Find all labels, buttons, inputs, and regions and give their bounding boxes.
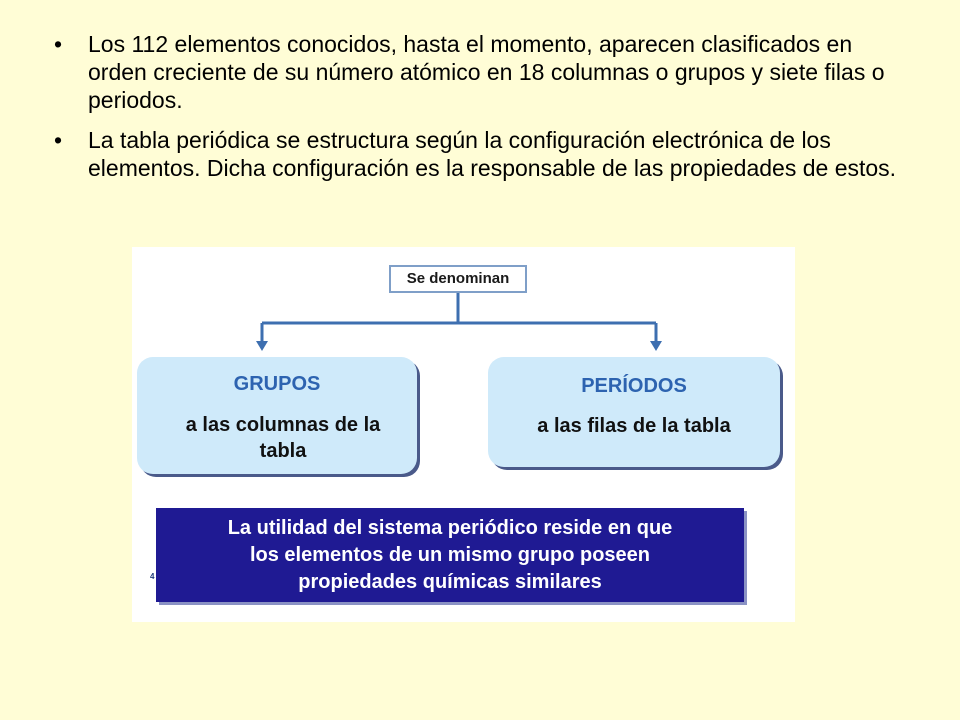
bullet-text-1: Los 112 elementos conocidos, hasta el momento, aparecen clasificados en orden creciente de su número atómico en 18 columnas o grupos y siete filas o periodos. [88, 31, 885, 113]
periodos-node [488, 357, 780, 467]
bullet-item-2 [50, 126, 910, 182]
left-arrowhead-icon [256, 341, 268, 351]
grupos-node [137, 357, 417, 474]
grupos-desc-line-2: tabla [259, 440, 307, 462]
page-number: 4 [150, 572, 155, 581]
bullet-mark: • [54, 127, 63, 153]
grupos-desc-line-1: a las columnas de la [185, 414, 381, 436]
right-arrowhead-icon [650, 341, 662, 351]
summary-box [156, 508, 744, 602]
concept-diagram [132, 247, 795, 622]
bullet-list [50, 30, 910, 194]
periodos-title: PERÍODOS [581, 375, 687, 397]
root-label-box: Se denominan [389, 265, 527, 293]
periodos-desc: a las filas de la tabla [537, 415, 731, 437]
summary-line-2: los elementos de un mismo grupo poseen [249, 544, 651, 566]
summary-line-3: propiedades químicas similares [298, 571, 602, 593]
grupos-title: GRUPOS [233, 373, 321, 395]
bullet-item-1 [50, 30, 910, 114]
bullet-text-2: La tabla periódica se estructura según la configuración electrónica de los elementos. Dicha configuración es la responsable de las propiedades de estos. [88, 127, 897, 181]
grupos-desc [137, 412, 417, 464]
bullet-mark: • [54, 31, 63, 57]
summary-line-1: La utilidad del sistema periódico reside en que [227, 517, 673, 539]
